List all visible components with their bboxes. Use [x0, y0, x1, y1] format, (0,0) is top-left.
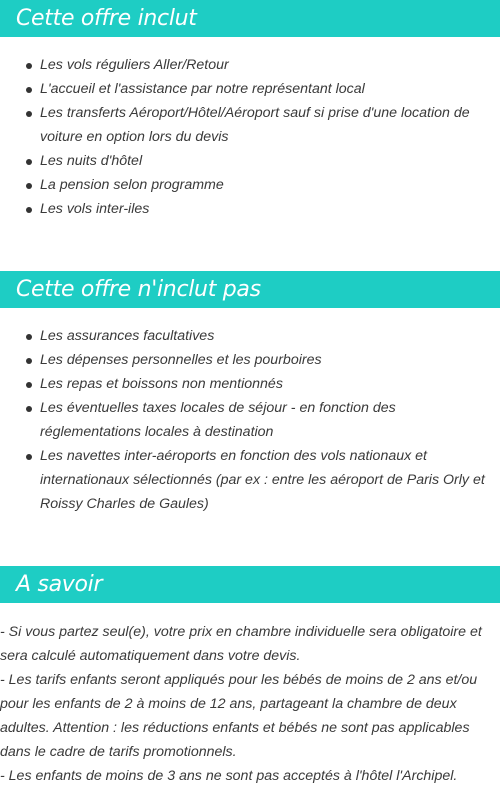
bullet-icon [26, 334, 32, 340]
bullet-icon [26, 183, 32, 189]
savoir-header: A savoir [0, 566, 500, 603]
savoir-paragraph: - Les tarifs enfants seront appliqués pour les bébés de moins de 2 ans et/ou pour les enfants de 2 à moins de 12 ans, partageant la chambre de deux adultes. Attention : les réductions enfants et bébés ne sont pas applicables dans le cadre de tarifs promotionnels. [0, 672, 478, 760]
list-item [0, 372, 500, 396]
bullet-icon [26, 207, 32, 213]
list-item-text: Les vols réguliers Aller/Retour [40, 57, 229, 73]
list-item [0, 197, 500, 221]
list-item-text: Les assurances facultatives [40, 328, 215, 344]
includes-header: Cette offre inclut [0, 0, 500, 37]
list-item [0, 348, 500, 372]
list-item [0, 324, 500, 348]
list-item [0, 149, 500, 173]
list-item [0, 101, 500, 149]
list-item-text: Les vols inter-iles [40, 201, 150, 217]
bullet-icon [26, 63, 32, 69]
list-item-text: Les dépenses personnelles et les pourboires [40, 352, 322, 368]
bullet-icon [26, 382, 32, 388]
bullet-icon [26, 159, 32, 165]
bullet-icon [26, 111, 32, 117]
list-item-text: Les nuits d'hôtel [40, 153, 143, 169]
list-item [0, 444, 500, 516]
list-item-text: Les navettes inter-aéroports en fonction des vols nationaux et internationaux sélectionnés (par ex : entre les aéroport de Paris Orly et Roissy Charles de Gaules) [40, 448, 485, 512]
list-item-text: Les repas et boissons non mentionnés [40, 376, 283, 392]
list-item-text: Les transferts Aéroport/Hôtel/Aéroport sauf si prise d'une location de voiture en option lors du devis [40, 105, 470, 145]
bullet-icon [26, 406, 32, 412]
list-item [0, 77, 500, 101]
savoir-paragraph: - Les enfants de moins de 3 ans ne sont pas acceptés à l'hôtel l'Archipel. [0, 768, 458, 784]
list-item-text: L'accueil et l'assistance par notre représentant local [40, 81, 365, 97]
bullet-icon [26, 87, 32, 93]
savoir-text [0, 620, 500, 788]
list-item-text: Les éventuelles taxes locales de séjour - en fonction des réglementations locales à destination [40, 400, 396, 440]
list-item [0, 173, 500, 197]
bullet-icon [26, 454, 32, 460]
bullet-icon [26, 358, 32, 364]
excludes-list [0, 324, 500, 516]
savoir-paragraph: - Si vous partez seul(e), votre prix en chambre individuelle sera obligatoire et sera calculé automatiquement dans votre devis. [0, 624, 482, 664]
list-item-text: La pension selon programme [40, 177, 224, 193]
includes-list [0, 53, 500, 221]
list-item [0, 396, 500, 444]
list-item [0, 53, 500, 77]
excludes-header: Cette offre n'inclut pas [0, 271, 500, 308]
